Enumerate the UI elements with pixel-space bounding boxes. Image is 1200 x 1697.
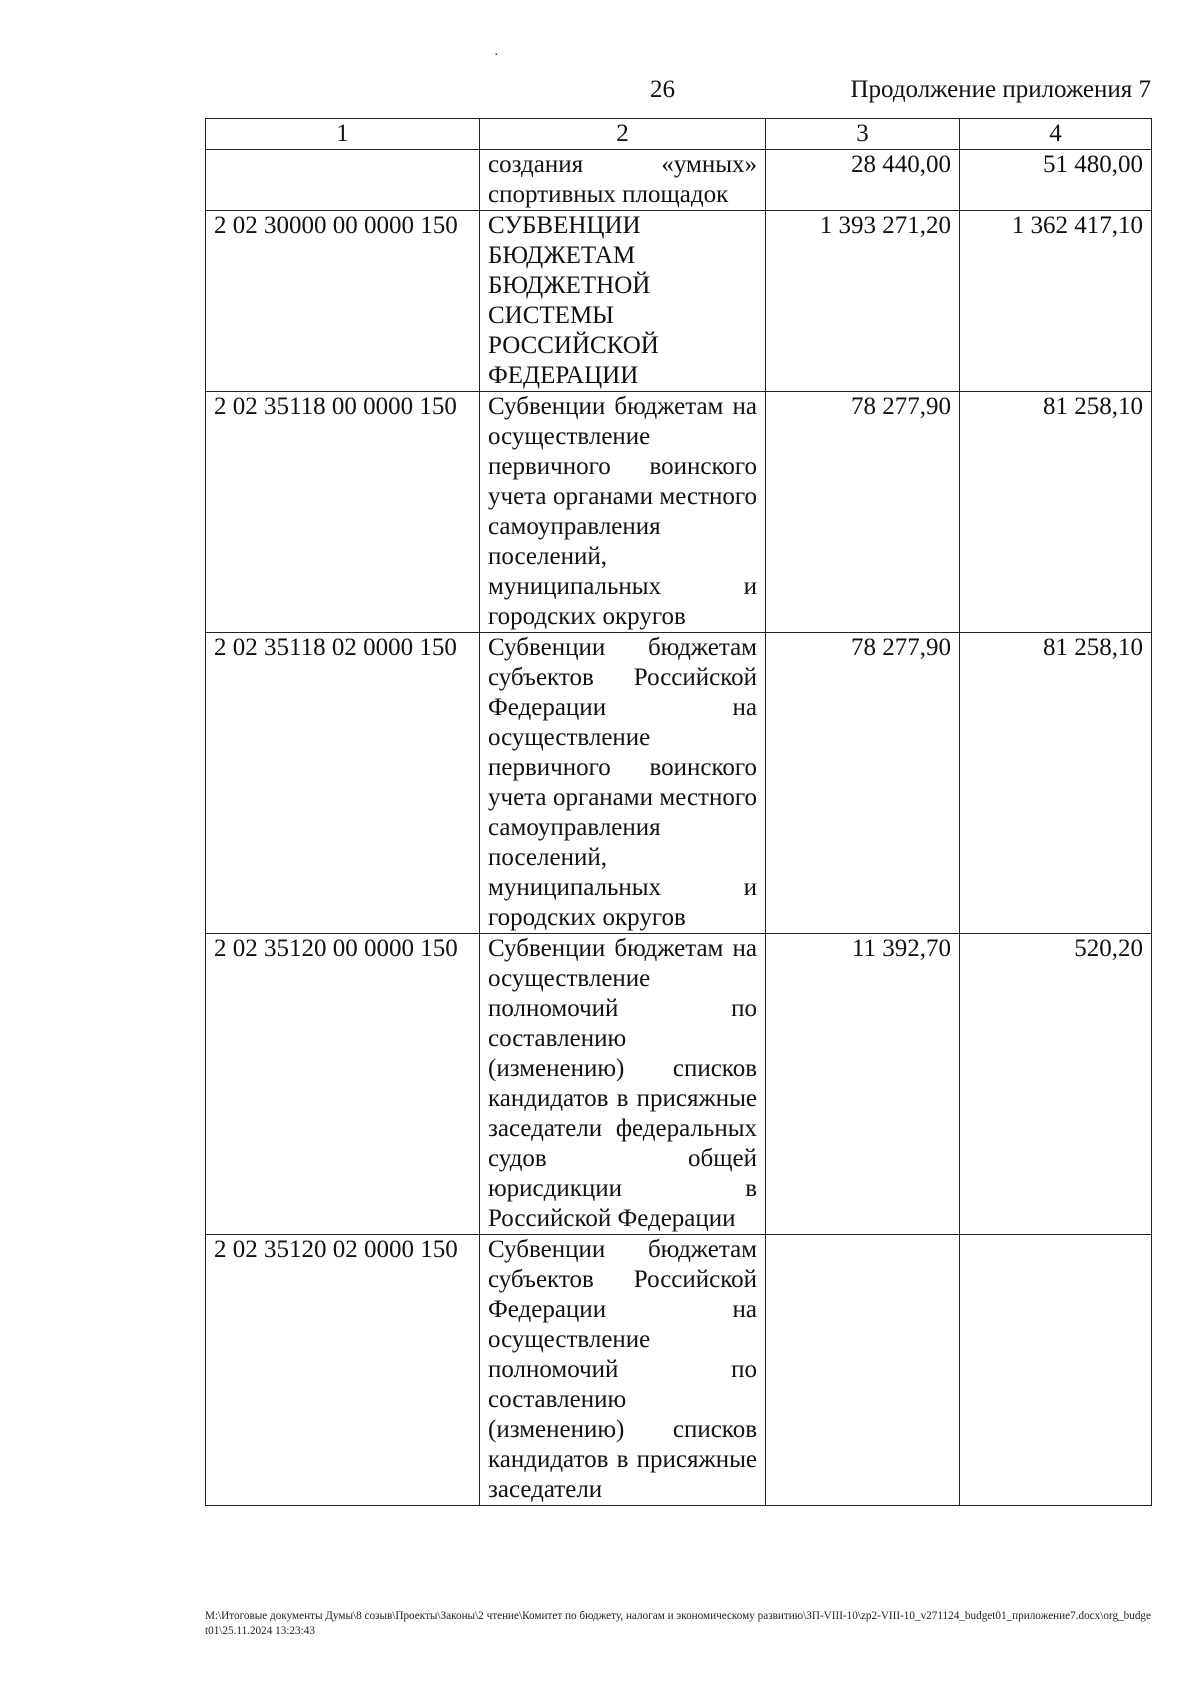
row-value-col4: 51 480,00: [960, 150, 1152, 211]
continuation-label: Продолжение приложения 7: [850, 76, 1151, 103]
row-code: 2 02 35120 02 0000 150: [206, 1235, 480, 1506]
row-code: 2 02 30000 00 0000 150: [206, 211, 480, 392]
row-value-col4: 81 258,10: [960, 633, 1152, 934]
row-name: Субвенции бюджетам субъектов Российской Федерации на осуществление полномочий по составлению (изменению) списков кандидатов в присяжные заседатели: [480, 1235, 766, 1506]
row-value-col3: 1 393 271,20: [766, 211, 960, 392]
table-row: [206, 934, 1152, 1235]
page-number: 26: [650, 76, 675, 103]
row-code: 2 02 35118 00 0000 150: [206, 392, 480, 633]
column-header: 1: [206, 119, 480, 150]
row-name: Субвенции бюджетам на осуществление первичного воинского учета органами местного самоуправления поселений, муниципальных и городских округов: [480, 392, 766, 633]
row-value-col3: 78 277,90: [766, 633, 960, 934]
table-row: [206, 211, 1152, 392]
file-path-footer: M:\Итоговые документы Думы\8 созыв\Проекты\Законы\2 чтение\Комитет по бюджету, налогам и экономическому развитию\ЗП-VIII-10\zp2-VIII-10_v271124_budget01_приложение7.docx\org_budget01\25.11.2024 13:23:43: [205, 1610, 1151, 1637]
column-header: 2: [480, 119, 766, 150]
table-row: [206, 1235, 1152, 1506]
row-code: 2 02 35120 00 0000 150: [206, 934, 480, 1235]
row-name: Субвенции бюджетам на осуществление полномочий по составлению (изменению) списков кандидатов в присяжные заседатели федеральных судов общей юрисдикции в Российской Федерации: [480, 934, 766, 1235]
header-row: [206, 119, 1152, 150]
row-value-col3: 78 277,90: [766, 392, 960, 633]
row-name: СУБВЕНЦИИ БЮДЖЕТАМ БЮДЖЕТНОЙ СИСТЕМЫ РОССИЙСКОЙ ФЕДЕРАЦИИ: [480, 211, 766, 392]
scan-speck: ·: [494, 48, 499, 63]
row-value-col3: [766, 1235, 960, 1506]
row-value-col4: [960, 1235, 1152, 1506]
row-value-col3: 28 440,00: [766, 150, 960, 211]
column-header: 3: [766, 119, 960, 150]
row-value-col3: 11 392,70: [766, 934, 960, 1235]
row-code: 2 02 35118 02 0000 150: [206, 633, 480, 934]
column-header: 4: [960, 119, 1152, 150]
row-value-col4: 1 362 417,10: [960, 211, 1152, 392]
row-code: [206, 150, 480, 211]
table-row: [206, 150, 1152, 211]
table-row: [206, 392, 1152, 633]
budget-table: [205, 118, 1152, 1506]
row-name: Субвенции бюджетам субъектов Российской Федерации на осуществление первичного воинского учета органами местного самоуправления поселений, муниципальных и городских округов: [480, 633, 766, 934]
row-value-col4: 81 258,10: [960, 392, 1152, 633]
table-row: [206, 633, 1152, 934]
row-name: создания «умных» спортивных площадок: [480, 150, 766, 211]
row-value-col4: 520,20: [960, 934, 1152, 1235]
